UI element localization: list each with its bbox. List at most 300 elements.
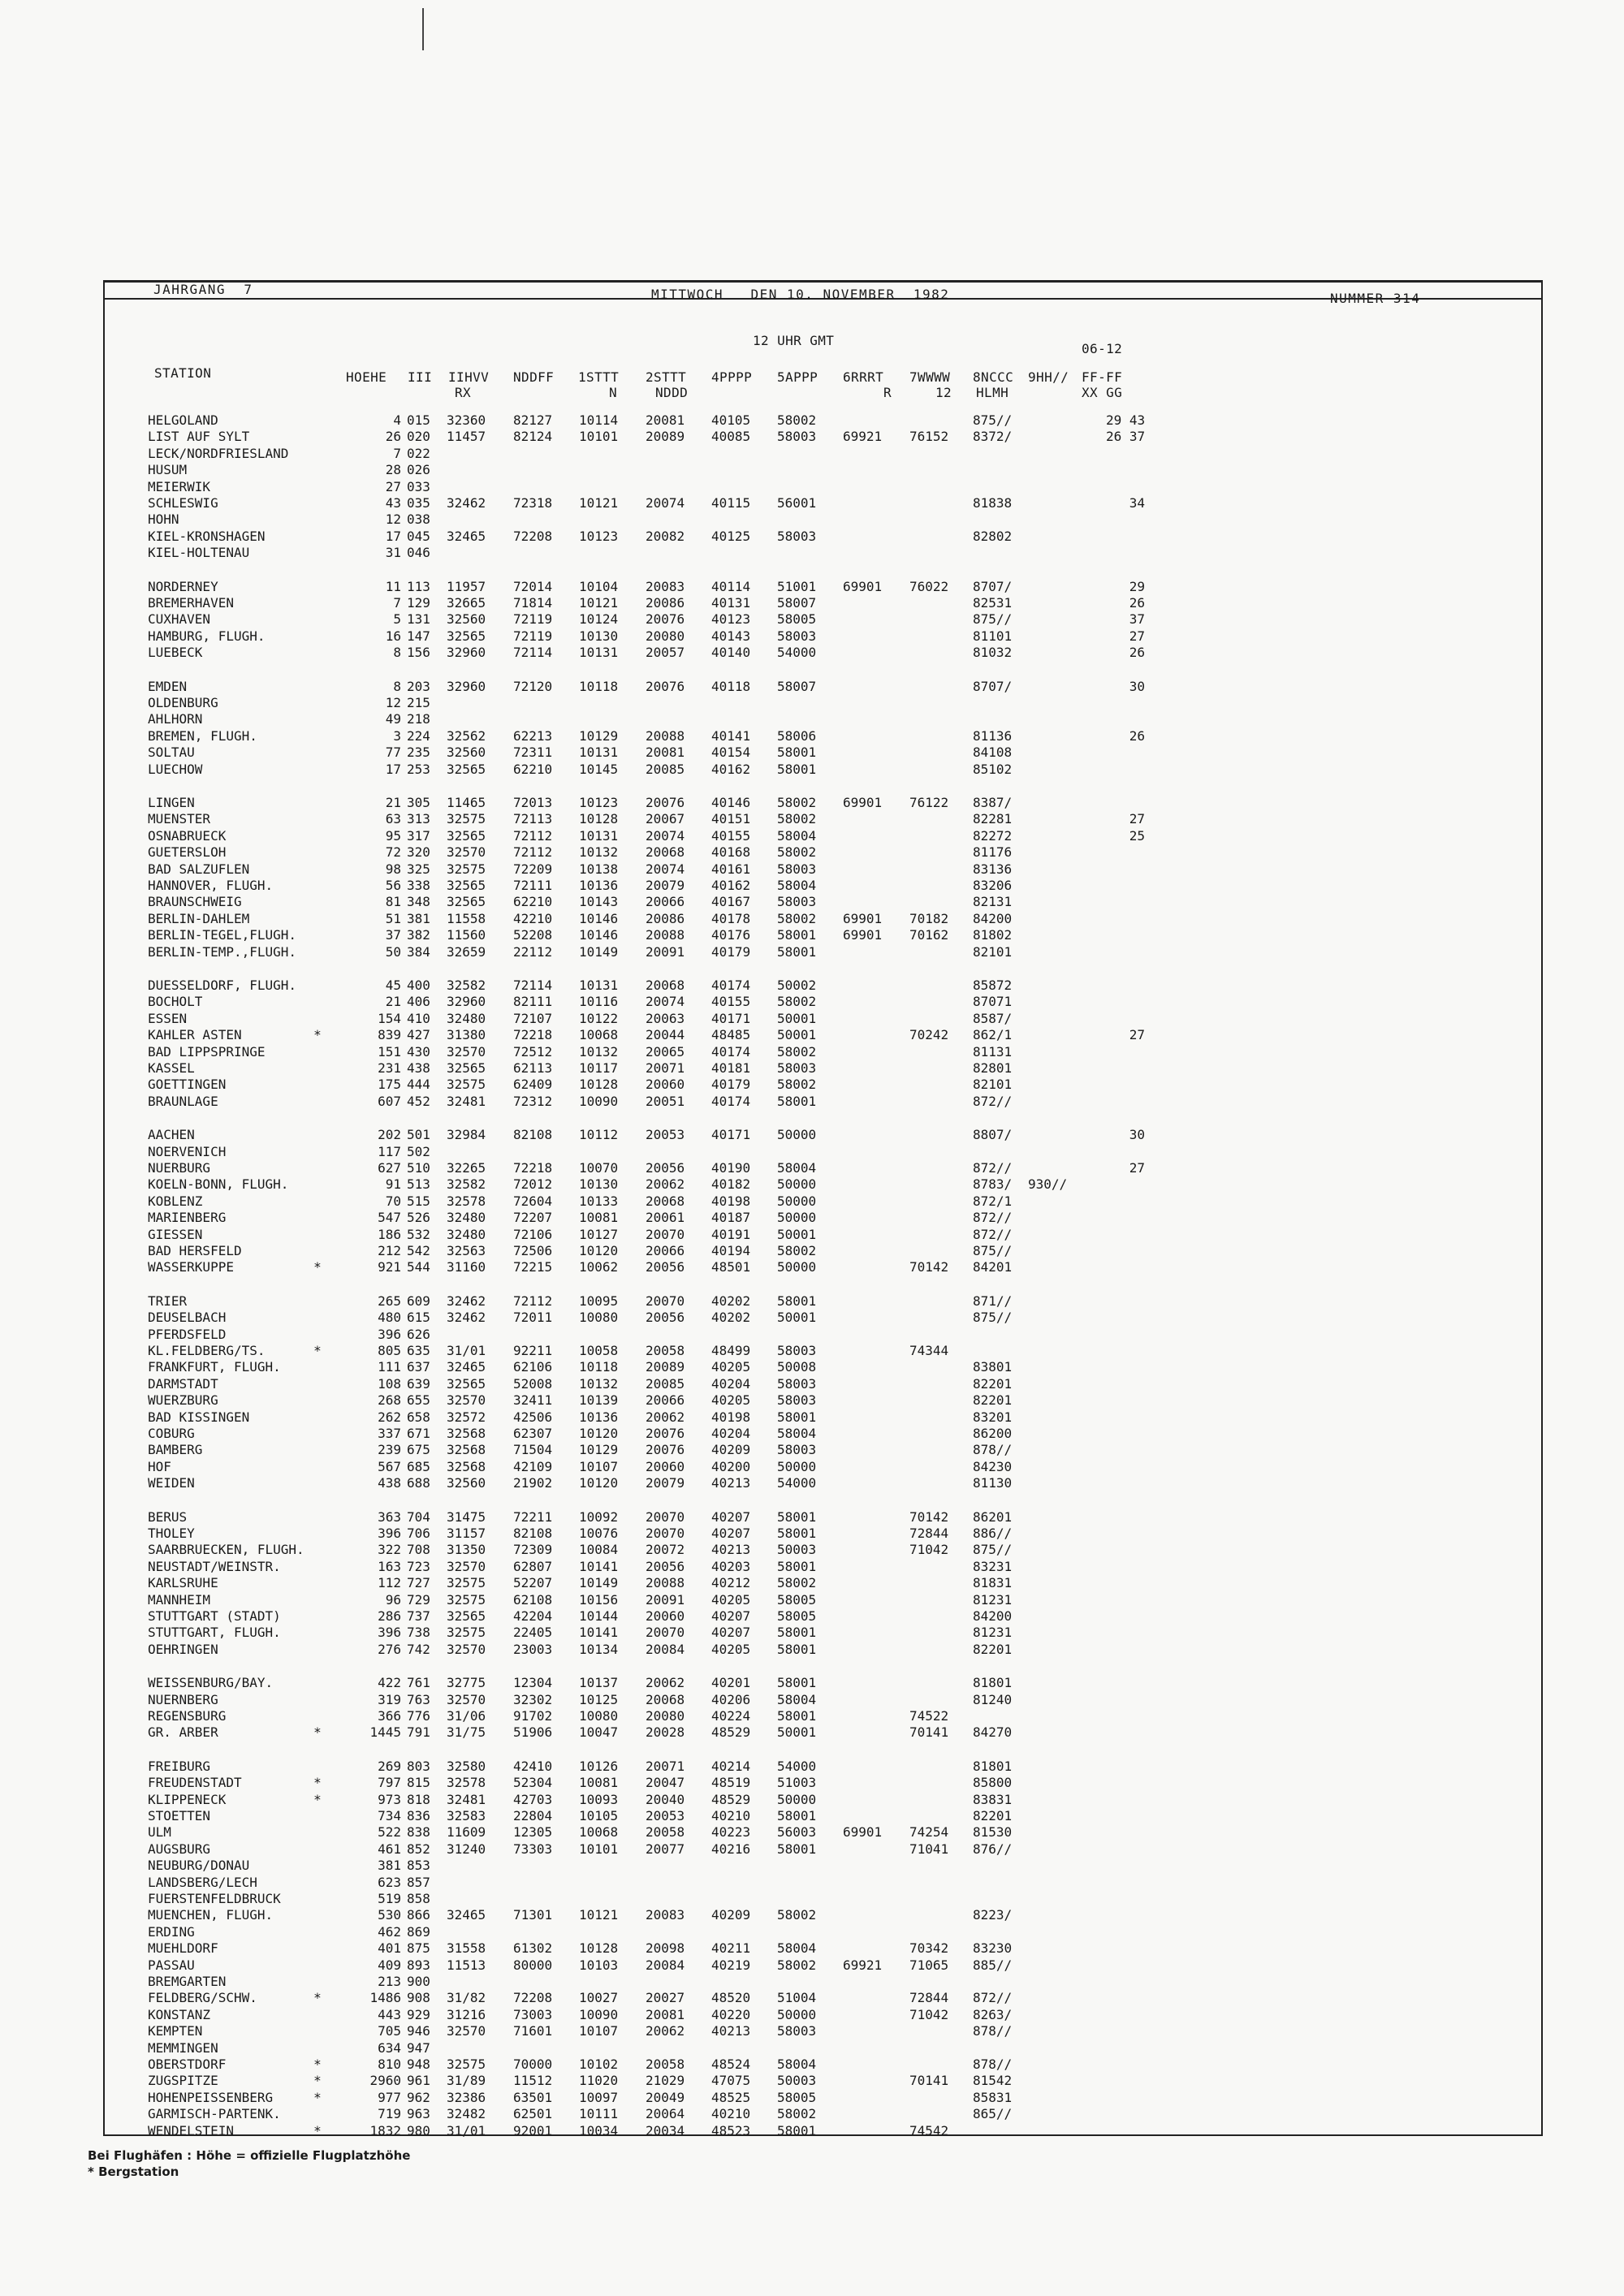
elevation: 98: [385, 861, 401, 877]
group-2sttt: 20080: [646, 628, 685, 644]
station-name: MEMMINGEN: [148, 2040, 218, 2056]
group-ihvv: 31475: [447, 1509, 486, 1525]
group-8nccc: 872//: [973, 1160, 1013, 1176]
station-name: KAHLER ASTEN: [148, 1027, 242, 1042]
group-4pppp: 40143: [711, 628, 751, 644]
elevation: 422: [378, 1675, 401, 1690]
group-4pppp: 40216: [711, 1841, 751, 1857]
group-1sttt: 10125: [579, 1692, 619, 1707]
station-number: 513: [407, 1176, 430, 1192]
table-row: [0, 495, 1624, 511]
group-ihvv: 31160: [447, 1259, 486, 1275]
group-2sttt: 20080: [646, 1708, 685, 1724]
group-8nccc: 862/1: [973, 1027, 1013, 1042]
group-ihvv: 32575: [447, 811, 486, 826]
group-8nccc: 83230: [973, 1940, 1013, 1956]
group-8nccc: 83201: [973, 1409, 1013, 1425]
group-4pppp: 40190: [711, 1160, 751, 1176]
station-name: HOHENPEISSENBERG: [148, 2090, 274, 2105]
table-row: [0, 611, 1624, 627]
group-2sttt: 20077: [646, 1841, 685, 1857]
table-row: [0, 1160, 1624, 1176]
group-ihvv: 32562: [447, 728, 486, 744]
group-7wwww: 74254: [909, 1824, 949, 1840]
elevation: 810: [378, 2056, 401, 2072]
group-nddff: 72312: [513, 1094, 553, 1109]
group-4pppp: 48520: [711, 1990, 751, 2005]
station-name: MUENSTER: [148, 811, 211, 826]
station-name: EMDEN: [148, 679, 188, 694]
group-8nccc: 878//: [973, 2023, 1013, 2039]
group-6rrrt: 69901: [843, 795, 883, 810]
group-ihvv: 11558: [447, 911, 486, 926]
station-number: 438: [407, 1060, 430, 1076]
station-name: KONSTANZ: [148, 2007, 211, 2022]
group-8nccc: 83831: [973, 1792, 1013, 1807]
group-nddff: 92001: [513, 2123, 553, 2138]
table-row: [0, 462, 1624, 477]
elevation: 72: [385, 844, 401, 860]
group-1sttt: 10111: [579, 2106, 619, 2121]
group-ihvv: 32570: [447, 1692, 486, 1707]
group-6rrrt: 69901: [843, 911, 883, 926]
table-row: [0, 927, 1624, 943]
group-8nccc: 81101: [973, 628, 1013, 644]
station-number: 908: [407, 1990, 430, 2005]
table-row: [0, 1392, 1624, 1408]
table-row: [0, 1724, 1624, 1740]
station-name: LUEBECK: [148, 645, 203, 660]
elevation: 37: [385, 927, 401, 943]
elevation: 111: [378, 1359, 401, 1375]
group-ihvv: 32265: [447, 1160, 486, 1176]
group-2sttt: 20076: [646, 679, 685, 694]
station-name: BOCHOLT: [148, 994, 203, 1009]
elevation: 839: [378, 1027, 401, 1042]
table-row: [0, 1875, 1624, 1890]
station-number: 501: [407, 1127, 430, 1142]
group-8nccc: 872//: [973, 1990, 1013, 2005]
station-number: 532: [407, 1227, 430, 1242]
group-2sttt: 20082: [646, 529, 685, 544]
group-8nccc: 84201: [973, 1259, 1013, 1275]
group-ihvv: 32580: [447, 1759, 486, 1774]
group-4pppp: 40207: [711, 1608, 751, 1624]
group-1sttt: 10149: [579, 944, 619, 960]
mountain-marker: *: [313, 2056, 322, 2072]
group-4pppp: 40205: [711, 1392, 751, 1408]
group-1sttt: 10130: [579, 1176, 619, 1192]
group-ihvv: 11609: [447, 1824, 486, 1840]
station-name: LINGEN: [148, 795, 195, 810]
table-row: [0, 1940, 1624, 1956]
station-number: 444: [407, 1077, 430, 1092]
group-nddff: 72506: [513, 1243, 553, 1258]
group-1sttt: 10132: [579, 1044, 619, 1060]
group-1sttt: 10107: [579, 1459, 619, 1474]
group-1sttt: 10132: [579, 1376, 619, 1392]
group-1sttt: 10117: [579, 1060, 619, 1076]
table-row: [0, 545, 1624, 560]
table-row: [0, 2090, 1624, 2105]
group-1sttt: 10121: [579, 1907, 619, 1923]
station-name: THOLEY: [148, 1526, 195, 1541]
group-8nccc: 865//: [973, 2106, 1013, 2121]
group-4pppp: 40223: [711, 1824, 751, 1840]
group-2sttt: 20076: [646, 795, 685, 810]
elevation: 91: [385, 1176, 401, 1192]
group-1sttt: 10070: [579, 1160, 619, 1176]
elevation: 381: [378, 1858, 401, 1873]
group-1sttt: 10136: [579, 878, 619, 893]
group-7wwww: 71041: [909, 1841, 949, 1857]
table-row: [0, 1176, 1624, 1192]
table-row: [0, 1526, 1624, 1541]
group-nddff: 51906: [513, 1724, 553, 1740]
station-number: 869: [407, 1924, 430, 1940]
group-2sttt: 20066: [646, 894, 685, 909]
station-number: 737: [407, 1608, 430, 1624]
table-row: [0, 944, 1624, 960]
group-4pppp: 40151: [711, 811, 751, 826]
station-name: PFERDSFELD: [148, 1327, 227, 1342]
group-2sttt: 20079: [646, 1475, 685, 1491]
station-number: 853: [407, 1858, 430, 1873]
group-8nccc: 81542: [973, 2073, 1013, 2088]
group-2sttt: 20040: [646, 1792, 685, 1807]
table-row: [0, 1891, 1624, 1906]
station-name: NEUBURG/DONAU: [148, 1858, 250, 1873]
group-1sttt: 10129: [579, 728, 619, 744]
station-name: GUETERSLOH: [148, 844, 227, 860]
elevation: 16: [385, 628, 401, 644]
group-nddff: 72218: [513, 1160, 553, 1176]
station-number: 526: [407, 1210, 430, 1225]
group-nddff: 32302: [513, 1692, 553, 1707]
group-4pppp: 40202: [711, 1310, 751, 1325]
station-name: OEHRINGEN: [148, 1642, 218, 1657]
group-8nccc: 82531: [973, 595, 1013, 611]
group-nddff: 72208: [513, 529, 553, 544]
group-4pppp: 40204: [711, 1376, 751, 1392]
group-2sttt: 20056: [646, 1160, 685, 1176]
station-name: LUECHOW: [148, 762, 203, 777]
group-nddff: 22112: [513, 944, 553, 960]
mountain-marker: *: [313, 1775, 322, 1790]
group-8nccc: 886//: [973, 1526, 1013, 1541]
group-ff-ff: 29 43: [1106, 412, 1146, 428]
group-5appp: 50001: [777, 1310, 817, 1325]
group-ihvv: 32465: [447, 529, 486, 544]
group-nddff: 62210: [513, 762, 553, 777]
table-row: [0, 579, 1624, 594]
station-name: WEIDEN: [148, 1475, 195, 1491]
table-row: [0, 744, 1624, 760]
station-name: HANNOVER, FLUGH.: [148, 878, 274, 893]
station-number: 803: [407, 1759, 430, 1774]
group-1sttt: 10092: [579, 1509, 619, 1525]
table-row: [0, 894, 1624, 909]
group-5appp: 58003: [777, 429, 817, 444]
group-8nccc: 878//: [973, 2056, 1013, 2072]
group-8nccc: 82201: [973, 1642, 1013, 1657]
station-name: KOBLENZ: [148, 1193, 203, 1209]
group-1sttt: 10058: [579, 1343, 619, 1358]
station-name: FREUDENSTADT: [148, 1775, 242, 1790]
group-4pppp: 40213: [711, 1542, 751, 1557]
station-name: DUESSELDORF, FLUGH.: [148, 978, 297, 993]
group-nddff: 42204: [513, 1608, 553, 1624]
station-name: HAMBURG, FLUGH.: [148, 628, 266, 644]
station-number: 727: [407, 1575, 430, 1590]
group-4pppp: 40204: [711, 1426, 751, 1441]
table-row: [0, 878, 1624, 893]
elevation: 567: [378, 1459, 401, 1474]
group-2sttt: 20047: [646, 1775, 685, 1790]
group-ihvv: 32481: [447, 1792, 486, 1807]
group-1sttt: 10123: [579, 529, 619, 544]
group-nddff: 72309: [513, 1542, 553, 1557]
elevation: 268: [378, 1392, 401, 1408]
group-1sttt: 10131: [579, 744, 619, 760]
group-nddff: 72211: [513, 1509, 553, 1525]
station-number: 704: [407, 1509, 430, 1525]
group-8nccc: 82802: [973, 529, 1013, 544]
group-1sttt: 10143: [579, 894, 619, 909]
elevation: 12: [385, 695, 401, 710]
group-5appp: 58006: [777, 728, 817, 744]
group-2sttt: 20027: [646, 1990, 685, 2005]
station-number: 035: [407, 495, 430, 511]
elevation: 396: [378, 1327, 401, 1342]
group-2sttt: 20074: [646, 828, 685, 844]
elevation: 462: [378, 1924, 401, 1940]
group-ihvv: 32565: [447, 628, 486, 644]
station-number: 218: [407, 711, 430, 727]
group-1sttt: 10118: [579, 1359, 619, 1375]
table-row: [0, 1559, 1624, 1574]
group-1sttt: 10027: [579, 1990, 619, 2005]
station-number: 729: [407, 1592, 430, 1608]
group-2sttt: 20081: [646, 2007, 685, 2022]
station-name: ZUGSPITZE: [148, 2073, 218, 2088]
elevation: 719: [378, 2106, 401, 2121]
group-ihvv: 32462: [447, 1293, 486, 1309]
station-number: 875: [407, 1940, 430, 1956]
group-5appp: 58002: [777, 844, 817, 860]
group-ihvv: 32481: [447, 1094, 486, 1109]
group-ihvv: 32565: [447, 878, 486, 893]
mountain-marker: *: [313, 1792, 322, 1807]
group-6rrrt: 69921: [843, 429, 883, 444]
group-8nccc: 878//: [973, 1442, 1013, 1457]
group-nddff: 42210: [513, 911, 553, 926]
group-1sttt: 10130: [579, 628, 619, 644]
elevation: 151: [378, 1044, 401, 1060]
station-name: MANNHEIM: [148, 1592, 211, 1608]
group-2sttt: 20079: [646, 878, 685, 893]
group-1sttt: 10120: [579, 1475, 619, 1491]
station-number: 156: [407, 645, 430, 660]
group-4pppp: 40224: [711, 1708, 751, 1724]
group-ihvv: 32570: [447, 1392, 486, 1408]
group-8nccc: 85102: [973, 762, 1013, 777]
group-5appp: 58003: [777, 1376, 817, 1392]
elevation: 31: [385, 545, 401, 560]
table-row: [0, 1509, 1624, 1525]
group-1sttt: 10107: [579, 2023, 619, 2039]
date-line: MITTWOCH DEN 10. NOVEMBER 1982: [651, 287, 950, 302]
group-nddff: 62501: [513, 2106, 553, 2121]
group-9hh: 930//: [1028, 1176, 1068, 1192]
group-ihvv: 32960: [447, 994, 486, 1009]
group-1sttt: 10118: [579, 679, 619, 694]
station-number: 406: [407, 994, 430, 1009]
group-6rrrt: 69901: [843, 927, 883, 943]
elevation: 12: [385, 511, 401, 527]
elevation: 269: [378, 1759, 401, 1774]
group-4pppp: 40141: [711, 728, 751, 744]
group-6rrrt: 69901: [843, 1824, 883, 1840]
group-1sttt: 10121: [579, 495, 619, 511]
table-row: [0, 1077, 1624, 1092]
group-ff-ff: 34: [1129, 495, 1145, 511]
group-ihvv: 32482: [447, 2106, 486, 2121]
station-number: 203: [407, 679, 430, 694]
mountain-marker: *: [313, 1343, 322, 1358]
group-2sttt: 20084: [646, 1642, 685, 1657]
elevation: 438: [378, 1475, 401, 1491]
elevation: 8: [393, 679, 401, 694]
group-2sttt: 20064: [646, 2106, 685, 2121]
group-5appp: 51003: [777, 1775, 817, 1790]
table-row: [0, 1692, 1624, 1707]
group-ihvv: 32480: [447, 1227, 486, 1242]
station-number: 502: [407, 1144, 430, 1159]
group-2sttt: 20049: [646, 2090, 685, 2105]
station-name: FREIBURG: [148, 1759, 211, 1774]
group-8nccc: 871//: [973, 1293, 1013, 1309]
group-ff-ff: 27: [1129, 628, 1145, 644]
station-name: LECK/NORDFRIESLAND: [148, 446, 289, 461]
group-2sttt: 20076: [646, 1442, 685, 1457]
group-5appp: 58001: [777, 762, 817, 777]
table-row: [0, 1426, 1624, 1441]
group-ihvv: 32575: [447, 1575, 486, 1590]
group-ihvv: 32386: [447, 2090, 486, 2105]
group-nddff: 82108: [513, 1526, 553, 1541]
station-number: 626: [407, 1327, 430, 1342]
group-2sttt: 20053: [646, 1808, 685, 1823]
elevation: 461: [378, 1841, 401, 1857]
group-2sttt: 20070: [646, 1227, 685, 1242]
station-name: KIEL-HOLTENAU: [148, 545, 250, 560]
station-number: 382: [407, 927, 430, 943]
station-number: 655: [407, 1392, 430, 1408]
group-8nccc: 8807/: [973, 1127, 1013, 1142]
group-4pppp: 40210: [711, 1808, 751, 1823]
group-2sttt: 20070: [646, 1293, 685, 1309]
group-5appp: 58007: [777, 679, 817, 694]
group-4pppp: 48524: [711, 2056, 751, 2072]
group-ihvv: 32565: [447, 1608, 486, 1624]
station-number: 317: [407, 828, 430, 844]
group-5appp: 54000: [777, 645, 817, 660]
group-ihvv: 32665: [447, 595, 486, 611]
group-8nccc: 8707/: [973, 579, 1013, 594]
group-1sttt: 10127: [579, 1227, 619, 1242]
group-ihvv: 32560: [447, 744, 486, 760]
group-1sttt: 10144: [579, 1608, 619, 1624]
group-2sttt: 20081: [646, 412, 685, 428]
group-4pppp: 40131: [711, 595, 751, 611]
elevation: 231: [378, 1060, 401, 1076]
elevation: 26: [385, 429, 401, 444]
group-4pppp: 40123: [711, 611, 751, 627]
station-name: AHLHORN: [148, 711, 203, 727]
station-number: 635: [407, 1343, 430, 1358]
group-5appp: 58002: [777, 1243, 817, 1258]
group-ihvv: 32570: [447, 2023, 486, 2039]
station-name: OSNABRUECK: [148, 828, 227, 844]
elevation: 797: [378, 1775, 401, 1790]
group-1sttt: 10121: [579, 595, 619, 611]
group-8nccc: 8387/: [973, 795, 1013, 810]
group-5appp: 50002: [777, 978, 817, 993]
group-nddff: 62213: [513, 728, 553, 744]
group-nddff: 70000: [513, 2056, 553, 2072]
group-5appp: 50001: [777, 1027, 817, 1042]
group-ihvv: 32659: [447, 944, 486, 960]
station-number: 688: [407, 1475, 430, 1491]
col-iii: III: [408, 369, 433, 385]
group-1sttt: 10131: [579, 645, 619, 660]
col-2sttt: 2STTT NDDD: [646, 369, 689, 400]
table-row: [0, 479, 1624, 494]
table-row: [0, 2073, 1624, 2088]
group-4pppp: 40140: [711, 645, 751, 660]
group-2sttt: 20065: [646, 1044, 685, 1060]
station-name: KARLSRUHE: [148, 1575, 218, 1590]
period-label: 06-12: [1082, 341, 1123, 356]
group-ff-ff: 26 37: [1106, 429, 1146, 444]
group-8nccc: 82201: [973, 1808, 1013, 1823]
station-number: 763: [407, 1692, 430, 1707]
group-5appp: 58003: [777, 628, 817, 644]
station-number: 866: [407, 1907, 430, 1923]
group-8nccc: 8223/: [973, 1907, 1013, 1923]
table-row: [0, 1310, 1624, 1325]
elevation: 396: [378, 1526, 401, 1541]
elevation: 734: [378, 1808, 401, 1823]
group-5appp: 58001: [777, 1808, 817, 1823]
group-2sttt: 20088: [646, 927, 685, 943]
group-ihvv: 32582: [447, 978, 486, 993]
group-2sttt: 20057: [646, 645, 685, 660]
group-8nccc: 81231: [973, 1625, 1013, 1640]
group-5appp: 58002: [777, 1907, 817, 1923]
group-1sttt: 10141: [579, 1559, 619, 1574]
table-row: [0, 628, 1624, 644]
group-nddff: 82127: [513, 412, 553, 428]
group-8nccc: 82281: [973, 811, 1013, 826]
col-hoehe: HOEHE: [346, 369, 387, 385]
group-8nccc: 876//: [973, 1841, 1013, 1857]
group-8nccc: 84200: [973, 911, 1013, 926]
col-nddff: NDDFF: [513, 369, 555, 385]
table-row: [0, 1475, 1624, 1491]
group-2sttt: 20076: [646, 611, 685, 627]
